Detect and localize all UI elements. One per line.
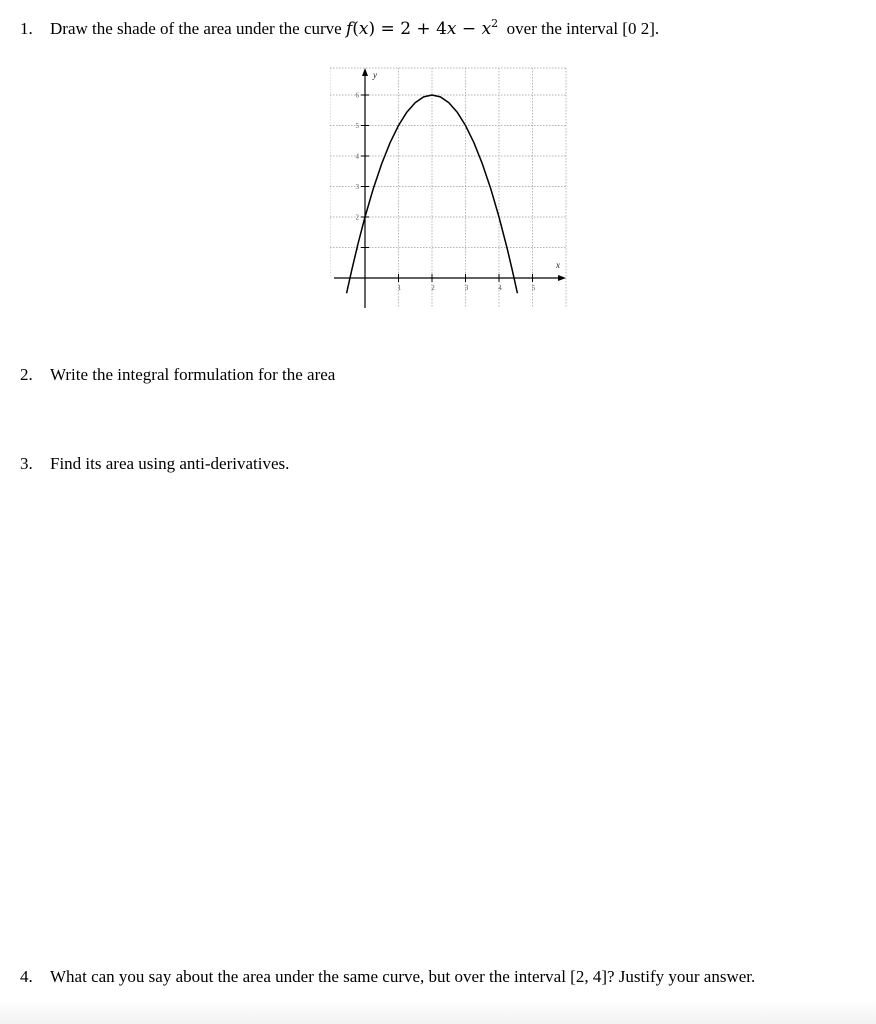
y-tick-label: 3 [355,183,359,191]
question-text: What can you say about the area under the same curve, but over the interval [2, 4]? Justify your answer. [50,967,756,986]
function-expression: $f(x) = 2 + 4x - x^2$ [345,17,499,39]
y-tick-label: 6 [355,91,359,100]
question-text: Draw the shade of the area under the curve [50,19,342,38]
x-tick-label: 5 [531,284,536,292]
page-bottom-edge [0,1000,876,1024]
question-number: 1. [20,19,33,38]
y-tick-label: 1 [355,244,359,252]
question-2 [20,365,335,385]
question-text-interval: over the interval [0 2]. [506,19,660,38]
y-tick-label: 5 [355,122,359,130]
question-3 [20,454,289,474]
parabola-graph [330,62,580,318]
question-number: 3. [20,454,33,473]
y-tick-label: 2 [355,213,359,222]
x-tick-label: 3 [464,284,469,292]
question-number: 2. [20,365,33,384]
question-4 [20,967,755,987]
question-number: 4. [20,967,33,986]
question-1 [20,19,659,39]
x-tick-label: 2 [431,284,435,292]
y-axis-label: y [373,70,377,80]
question-text: Find its area using anti-derivatives. [50,454,290,473]
x-axis-arrow [558,275,566,281]
y-axis-arrow [362,68,368,76]
y-tick-label: 4 [355,152,359,161]
x-tick-label: 1 [397,284,402,292]
x-axis-label: x [556,260,560,270]
x-tick-label: 4 [498,284,502,292]
question-text: Write the integral formulation for the area [50,365,336,384]
